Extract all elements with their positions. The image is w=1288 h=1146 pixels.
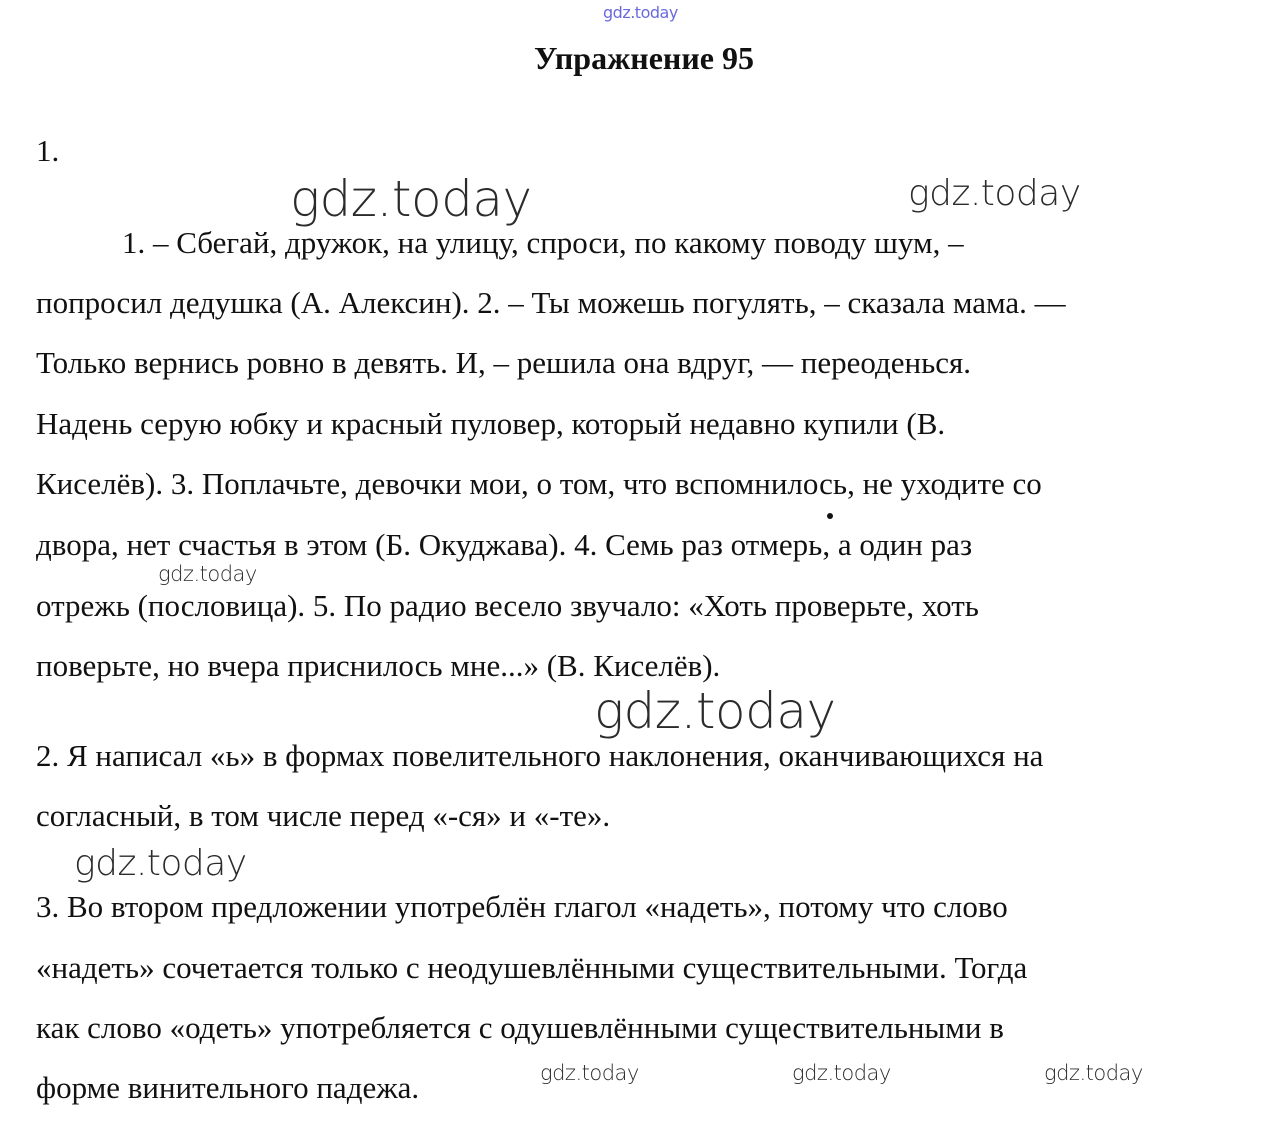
watermark-top: gdz.today	[603, 3, 678, 22]
section1-line-5: Киселёв). 3. Поплачьте, девочки мои, о том, что вспомнилось, не уходите со	[36, 466, 1042, 501]
section1-line-3: Только вернись ровно в девять. И, – решила она вдруг, — переоденься.	[36, 345, 972, 380]
section2-line-1: 2. Я написал «ь» в формах повелительного наклонения, оканчивающихся на	[36, 738, 1044, 773]
section3-line-2: «надеть» сочетается только с неодушевлёнными существительными. Тогда	[36, 950, 1028, 985]
section2-line-2: согласный, в том числе перед «-ся» и «-те».	[36, 798, 611, 833]
section3-line-1: 3. Во втором предложении употреблён глагол «надеть», потому что слово	[36, 889, 1008, 924]
stray-dot	[827, 513, 833, 519]
watermark-large-1: gdz.today	[290, 170, 532, 228]
section3-line-3: как слово «одеть» употребляется с одушевлёнными существительными в	[36, 1010, 1004, 1045]
watermark-small-1: gdz.today	[158, 562, 257, 586]
watermark-small-4: gdz.today	[1044, 1061, 1143, 1085]
section1-number: 1.	[36, 133, 60, 168]
section3-line-4: форме винительного падежа.	[36, 1070, 420, 1105]
section1-line-1: 1. – Сбегай, дружок, на улицу, спроси, по какому поводу шум, –	[122, 225, 964, 260]
section1-line-4: Надень серую юбку и красный пуловер, который недавно купили (В.	[36, 406, 946, 441]
watermark-large-2: gdz.today	[594, 682, 836, 740]
section1-line-8: поверьте, но вчера приснилось мне...» (В. Киселёв).	[36, 648, 721, 683]
section1-line-6: двора, нет счастья в этом (Б. Окуджава). 4. Семь раз отмерь, а один раз	[36, 527, 973, 562]
watermark-medium-1: gdz.today	[908, 173, 1081, 214]
page-title: Упражнение 95	[533, 40, 754, 76]
section1-line-2: попросил дедушка (А. Алексин). 2. – Ты можешь погулять, – сказала мама. —	[36, 285, 1066, 320]
watermark-medium-2: gdz.today	[74, 843, 247, 884]
watermark-small-3: gdz.today	[792, 1061, 891, 1085]
section1-line-7: отрежь (пословица). 5. По радио весело звучало: «Хоть проверьте, хоть	[36, 588, 979, 623]
watermark-small-2: gdz.today	[540, 1061, 639, 1085]
